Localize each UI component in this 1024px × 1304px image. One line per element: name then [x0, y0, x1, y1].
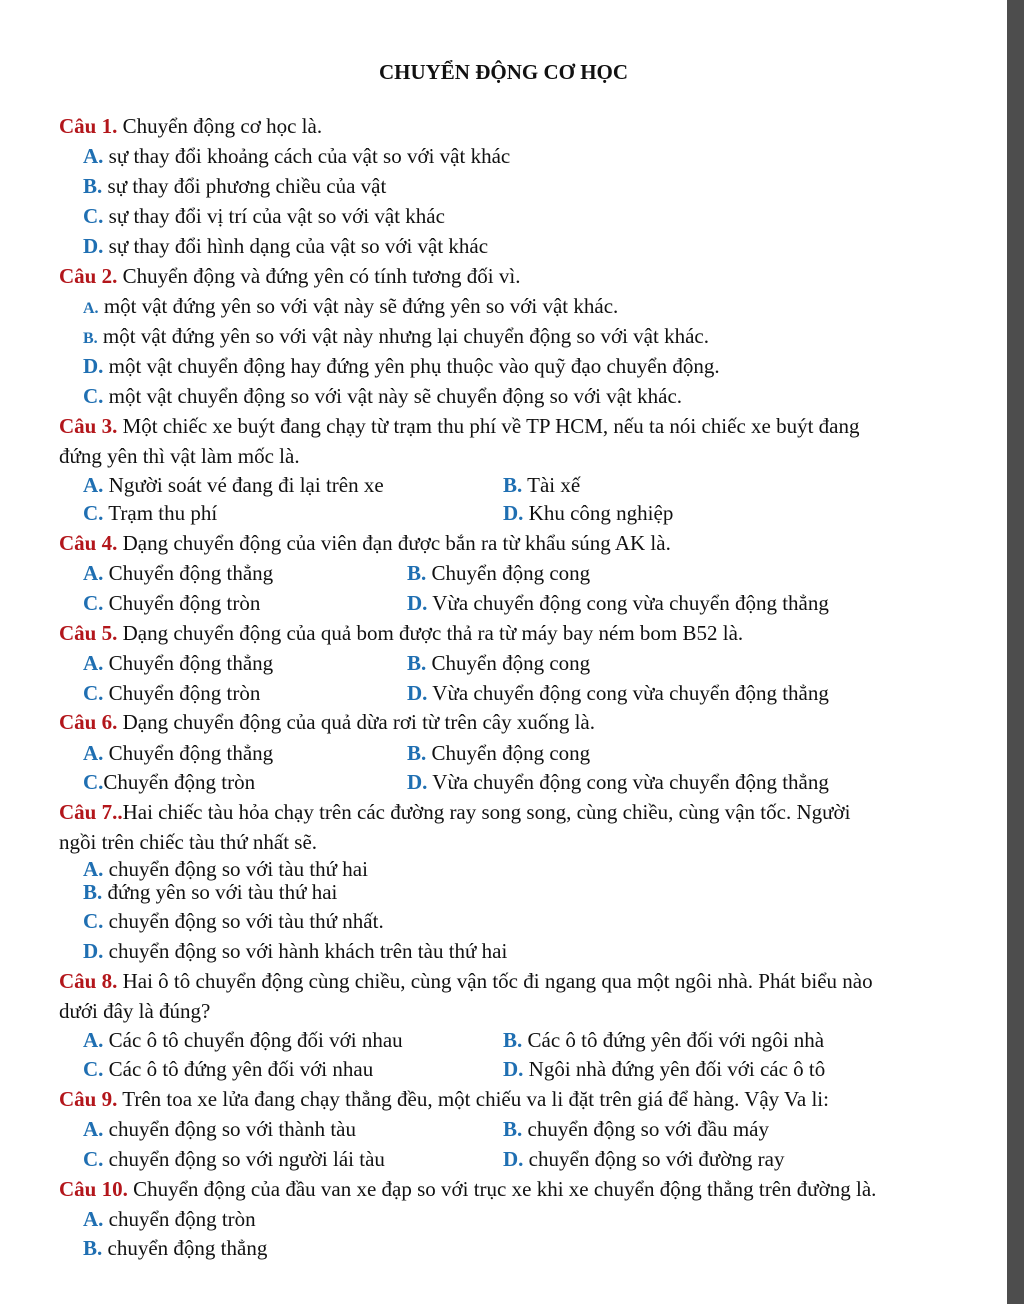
- question-label: Câu 7..: [59, 800, 123, 824]
- option-label: C.: [83, 909, 104, 933]
- option-text: sự thay đổi vị trí của vật so với vật khác: [108, 204, 445, 228]
- option-text: Các ô tô đứng yên đối với nhau: [108, 1057, 374, 1081]
- option-c: [83, 203, 445, 229]
- option-label: C.: [83, 1147, 104, 1171]
- question-text: Trên toa xe lửa đang chạy thẳng đều, một chiếu va li đặt trên giá để hàng. Vậy Va li:: [122, 1087, 829, 1111]
- option-text: Các ô tô chuyển động đối với nhau: [108, 1028, 403, 1052]
- option-label: A.: [83, 857, 104, 881]
- option-c: [83, 500, 217, 526]
- option-label: B.: [83, 880, 103, 904]
- option-d: [503, 1146, 784, 1172]
- option-label: B.: [407, 741, 427, 765]
- option-text: một vật đứng yên so với vật này nhưng lại chuyển động so với vật khác.: [102, 324, 709, 348]
- option-c: [83, 590, 260, 616]
- option-text: Chuyển động cong: [431, 561, 591, 585]
- option-label: D.: [503, 1147, 524, 1171]
- option-b: [407, 560, 590, 586]
- option-text: chuyển động so với thành tàu: [108, 1117, 356, 1141]
- option-a: [83, 472, 384, 498]
- option-text: Vừa chuyển động cong vừa chuyển động thẳng: [432, 591, 829, 615]
- option-d: [407, 590, 829, 616]
- question-6: [59, 709, 595, 735]
- question-1: [59, 113, 322, 139]
- option-text: Chuyển động thẳng: [108, 561, 274, 585]
- option-label: D.: [83, 354, 104, 378]
- option-d: [407, 680, 829, 706]
- option-text: đứng yên so với tàu thứ hai: [107, 880, 338, 904]
- option-b: [83, 1235, 267, 1261]
- option-a: [83, 293, 618, 322]
- option-label: B.: [83, 330, 98, 347]
- option-label: D.: [407, 591, 428, 615]
- question-10: [59, 1176, 876, 1202]
- option-d: [83, 353, 720, 379]
- option-label: A.: [83, 1117, 104, 1141]
- option-text: Khu công nghiệp: [528, 501, 674, 525]
- option-a: [83, 740, 273, 766]
- option-text: một vật đứng yên so với vật này sẽ đứng yên so với vật khác.: [103, 294, 619, 318]
- option-b: [83, 879, 337, 905]
- question-9: [59, 1086, 829, 1112]
- option-label: A.: [83, 561, 104, 585]
- option-text: Chuyển động thẳng: [108, 741, 274, 765]
- option-a: [83, 650, 273, 676]
- option-d: [407, 769, 829, 795]
- option-text: sự thay đổi hình dạng của vật so với vật khác: [108, 234, 489, 258]
- page-title: CHUYỂN ĐỘNG CƠ HỌC: [378, 60, 629, 84]
- option-b: [503, 1116, 769, 1142]
- option-label: B.: [83, 1236, 103, 1260]
- option-text: chuyển động so với hành khách trên tàu thứ hai: [108, 939, 508, 963]
- question-text: Một chiếc xe buýt đang chạy từ trạm thu phí về TP HCM, nếu ta nói chiếc xe buýt đang: [122, 414, 860, 438]
- question-text: Hai ô tô chuyển động cùng chiều, cùng vận tốc đi ngang qua một ngôi nhà. Phát biểu nào: [122, 969, 873, 993]
- option-label: D.: [83, 939, 104, 963]
- question-text: Chuyển động cơ học là.: [122, 114, 323, 138]
- option-text: chuyển động so với đường ray: [528, 1147, 785, 1171]
- option-b: [407, 740, 590, 766]
- question-label: Câu 1.: [59, 114, 118, 138]
- option-d: [83, 233, 488, 259]
- question-label: Câu 8.: [59, 969, 118, 993]
- option-c: [83, 769, 255, 795]
- option-text: Vừa chuyển động cong vừa chuyển động thẳng: [432, 770, 829, 794]
- option-b: [83, 323, 709, 352]
- question-8: [59, 968, 873, 994]
- option-a: [83, 143, 510, 169]
- question-label: Câu 6.: [59, 710, 118, 734]
- option-text: chuyển động so với tàu thứ nhất.: [108, 909, 384, 933]
- option-label: D.: [407, 770, 428, 794]
- question-7-continuation: ngồi trên chiếc tàu thứ nhất sẽ.: [59, 830, 318, 854]
- option-c: [83, 383, 682, 409]
- option-label: B.: [503, 1117, 523, 1141]
- question-label: Câu 3.: [59, 414, 118, 438]
- option-label: D.: [407, 681, 428, 705]
- question-2: [59, 263, 520, 289]
- question-8-continuation: dưới đây là đúng?: [59, 999, 211, 1023]
- option-b: [503, 472, 580, 498]
- option-d: [503, 1056, 825, 1082]
- option-label: C.: [83, 591, 104, 615]
- option-label: A.: [83, 144, 104, 168]
- question-label: Câu 10.: [59, 1177, 128, 1201]
- option-label: A.: [83, 1028, 104, 1052]
- option-text: Các ô tô đứng yên đối với ngôi nhà: [527, 1028, 825, 1052]
- option-a: [83, 1116, 356, 1142]
- option-a: [83, 1206, 256, 1232]
- option-text: sự thay đổi phương chiều của vật: [107, 174, 387, 198]
- question-text: Dạng chuyển động của quả bom được thả ra từ máy bay ném bom B52 là.: [122, 621, 744, 645]
- option-b: [503, 1027, 824, 1053]
- question-text: Hai chiếc tàu hỏa chạy trên các đường ray song song, cùng chiều, cùng vận tốc. Người: [122, 800, 851, 824]
- option-label: A.: [83, 1207, 104, 1231]
- option-label: C.: [83, 501, 104, 525]
- option-text: Ngôi nhà đứng yên đối với các ô tô: [528, 1057, 826, 1081]
- option-c: [83, 680, 260, 706]
- question-3: [59, 413, 860, 439]
- option-label: D.: [83, 234, 104, 258]
- option-label: A.: [83, 741, 104, 765]
- option-text: Chuyển động thẳng: [108, 651, 274, 675]
- question-label: Câu 2.: [59, 264, 118, 288]
- option-label: C.: [83, 1057, 104, 1081]
- option-text: sự thay đổi khoảng cách của vật so với vật khác: [108, 144, 511, 168]
- question-5: [59, 620, 743, 646]
- option-b: [407, 650, 590, 676]
- option-text: Tài xế: [527, 473, 581, 497]
- option-text: một vật chuyển động so với vật này sẽ chuyển động so với vật khác.: [108, 384, 683, 408]
- option-text: Chuyển động tròn: [108, 681, 261, 705]
- option-text: một vật chuyển động hay đứng yên phụ thuộc vào quỹ đạo chuyển động.: [108, 354, 720, 378]
- question-text: Dạng chuyển động của quả dừa rơi từ trên cây xuống là.: [122, 710, 595, 734]
- option-label: A.: [83, 651, 104, 675]
- option-text: chuyển động thẳng: [107, 1236, 268, 1260]
- question-label: Câu 4.: [59, 531, 118, 555]
- question-3-continuation: đứng yên thì vật làm mốc là.: [59, 444, 300, 468]
- option-a: [83, 1027, 403, 1053]
- option-text: Chuyển động cong: [431, 651, 591, 675]
- option-label: B.: [503, 1028, 523, 1052]
- question-text: Dạng chuyển động của viên đạn được bắn ra từ khẩu súng AK là.: [122, 531, 671, 555]
- option-text: chuyển động so với tàu thứ hai: [108, 857, 368, 881]
- option-text: Vừa chuyển động cong vừa chuyển động thẳng: [432, 681, 829, 705]
- option-label: D.: [503, 1057, 524, 1081]
- option-label: A.: [83, 300, 99, 317]
- question-label: Câu 5.: [59, 621, 118, 645]
- option-d: [83, 938, 507, 964]
- option-label: B.: [83, 174, 103, 198]
- option-text: Trạm thu phí: [108, 501, 218, 525]
- option-text: chuyển động tròn: [108, 1207, 256, 1231]
- question-text: Chuyển động và đứng yên có tính tương đối vì.: [122, 264, 521, 288]
- option-text: Chuyển động tròn: [108, 591, 261, 615]
- option-b: [83, 173, 386, 199]
- option-text: chuyển động so với người lái tàu: [108, 1147, 385, 1171]
- option-c: [83, 1146, 385, 1172]
- question-label: Câu 9.: [59, 1087, 118, 1111]
- option-c: [83, 1056, 373, 1082]
- question-text: Chuyển động của đầu van xe đạp so với trục xe khi xe chuyển động thẳng trên đường là.: [133, 1177, 877, 1201]
- viewer-side-bar: [1007, 0, 1024, 1304]
- option-label: B.: [407, 561, 427, 585]
- option-label: B.: [503, 473, 523, 497]
- option-label: C.: [83, 384, 104, 408]
- option-label: B.: [407, 651, 427, 675]
- option-d: [503, 500, 673, 526]
- option-text: chuyển động so với đầu máy: [527, 1117, 769, 1141]
- option-text: Chuyển động cong: [431, 741, 591, 765]
- option-label: C.: [83, 681, 104, 705]
- option-text: Chuyển động tròn: [103, 770, 256, 794]
- question-4: [59, 530, 671, 556]
- option-label: C.: [83, 770, 104, 794]
- question-7: [59, 799, 850, 825]
- option-label: C.: [83, 204, 104, 228]
- option-c: [83, 908, 384, 934]
- option-label: D.: [503, 501, 524, 525]
- option-label: A.: [83, 473, 104, 497]
- option-text: Người soát vé đang đi lại trên xe: [108, 473, 384, 497]
- option-a: [83, 560, 273, 586]
